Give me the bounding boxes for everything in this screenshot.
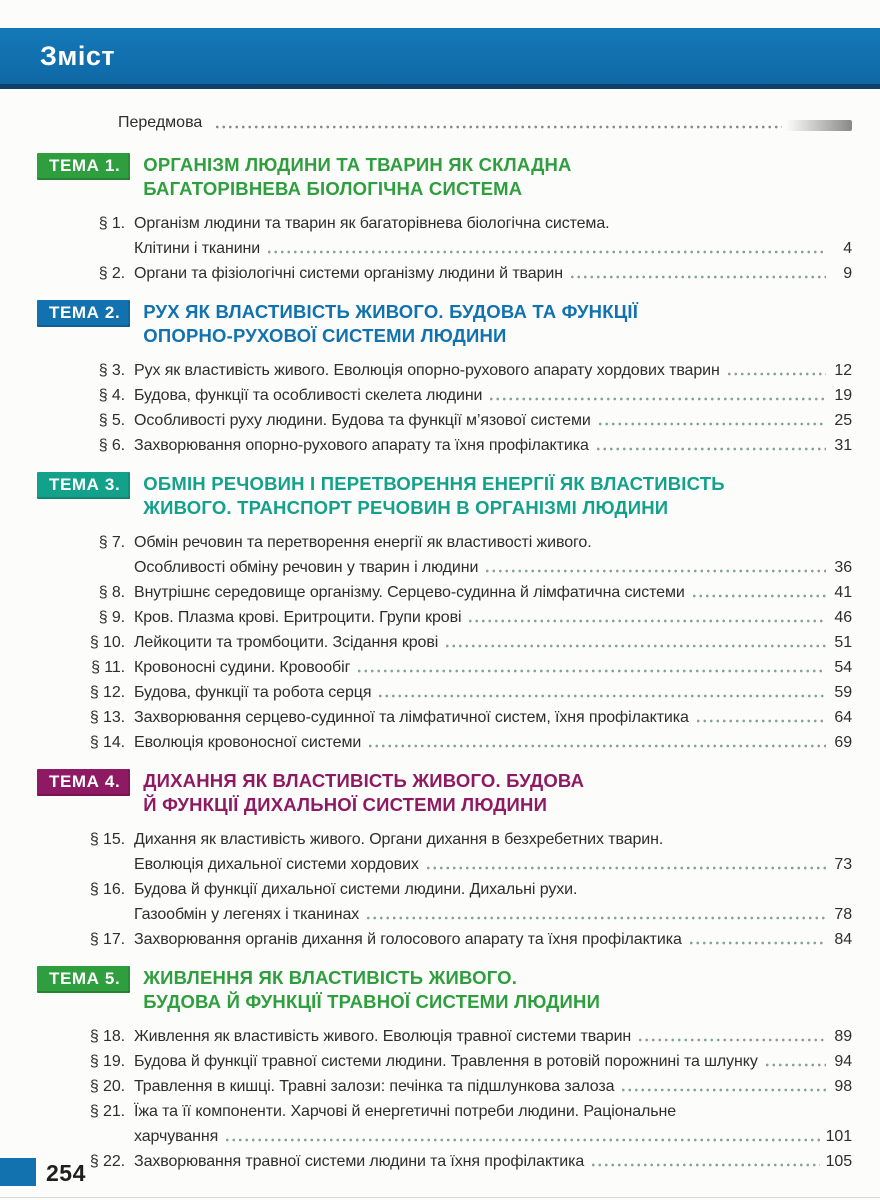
entry-text: Особливості обміну речовин у тварин і людини: [134, 559, 479, 576]
theme-block: [37, 153, 852, 286]
entry-number: § 11.: [91, 659, 125, 676]
entry-number: § 1.: [98, 215, 125, 232]
leader-dots: [484, 568, 826, 573]
theme-title: [143, 153, 571, 201]
entry-text: Організм людини та тварин як багаторівнева біологічна система.: [134, 215, 610, 232]
entry-page-number: 46: [834, 609, 852, 626]
toc-entry-line: [85, 730, 852, 755]
toc-entry-line: [85, 236, 852, 261]
leader-dots: [367, 743, 826, 748]
entry-text: Будова й функції дихальної системи людини. Дихальні рухи.: [134, 881, 578, 898]
entry-text: Будова й функції травної системи людини. Травлення в ротовій порожнині та шлунку: [134, 1053, 758, 1070]
leader-dots: [688, 940, 826, 945]
entry-page-number: 9: [843, 265, 852, 282]
toc-entry-line: [85, 261, 852, 286]
entries-list: [85, 211, 852, 286]
entry-text: Кровоносні судини. Кровообіг: [134, 659, 351, 676]
entry-page-number: 98: [834, 1078, 852, 1095]
theme-block: [37, 769, 852, 952]
scan-smudge: [786, 120, 852, 131]
entry-number: § 21.: [89, 1103, 125, 1120]
entry-text: Еволюція кровоносної системи: [134, 734, 362, 751]
entry-text: Клітини і тканини: [134, 240, 261, 257]
theme-header: [37, 300, 852, 348]
leader-dots: [356, 668, 826, 673]
toc-entry-line: [85, 1024, 852, 1049]
entry-text: Будова, функції та робота серця: [134, 684, 372, 701]
theme-label: ТЕМА 4.: [37, 769, 130, 796]
leader-dots: [726, 371, 826, 376]
entry-page-number: 101: [825, 1128, 852, 1145]
entry-text: Особливості руху людини. Будова та функції м’язової системи: [134, 412, 591, 429]
toc-entry-line: [85, 1099, 852, 1124]
toc-entry-line: [85, 408, 852, 433]
leader-dots: [266, 249, 826, 254]
entry-page-number: 78: [834, 906, 852, 923]
leader-dots: [695, 718, 826, 723]
toc-entry-line: [85, 827, 852, 852]
entry-text: Їжа та її компоненти. Харчові й енергетичні потреби людини. Раціональне: [134, 1103, 677, 1120]
footer-page-marker: [0, 1158, 36, 1186]
leader-dots: [691, 593, 826, 598]
entry-text: Захворювання серцево-судинної та лімфатичної систем, їхня профілактика: [134, 709, 689, 726]
entry-number: § 9.: [98, 609, 125, 626]
leader-dots: [637, 1037, 826, 1042]
entry-number: § 2.: [98, 265, 125, 282]
leader-dots: [444, 643, 826, 648]
entry-number: § 19.: [89, 1053, 125, 1070]
toc-entry-line: [85, 902, 852, 927]
entry-page-number: 36: [834, 559, 852, 576]
theme-title-line: Й ФУНКЦІЇ ДИХАЛЬНОЇ СИСТЕМИ ЛЮДИНИ: [143, 794, 548, 815]
entry-number: § 22.: [89, 1153, 125, 1170]
entry-number: § 10.: [89, 634, 125, 651]
toc-entry-line: [85, 852, 852, 877]
entry-text: Органи та фізіологічні системи організму людини й тварин: [134, 265, 563, 282]
theme-title-line: ОПОРНО-РУХОВОЇ СИСТЕМИ ЛЮДИНИ: [143, 325, 507, 346]
entry-number: § 4.: [98, 387, 125, 404]
theme-header: [37, 472, 852, 520]
theme-title-line: БАГАТОРІВНЕВА БІОЛОГІЧНА СИСТЕМА: [143, 178, 523, 199]
entry-number: § 7.: [98, 534, 125, 551]
entry-text: Лейкоцити та тромбоцити. Зсідання крові: [134, 634, 439, 651]
entry-number: § 14.: [89, 734, 125, 751]
entry-number: § 16.: [89, 881, 125, 898]
theme-block: [37, 966, 852, 1174]
toc-entry-line: [85, 1049, 852, 1074]
toc-entry-line: [85, 1124, 852, 1149]
toc-entry-line: [85, 630, 852, 655]
entry-number: § 18.: [89, 1028, 125, 1045]
entry-number: § 8.: [98, 584, 125, 601]
entry-text: Живлення як властивість живого. Еволюція травної системи тварин: [134, 1028, 632, 1045]
theme-title: [143, 472, 724, 520]
entry-page-number: 41: [834, 584, 852, 601]
entry-number: § 6.: [98, 437, 125, 454]
entry-text: Рух як властивість живого. Еволюція опорно-рухового апарату хордових тварин: [134, 362, 720, 379]
theme-header: [37, 769, 852, 817]
leader-dots: [214, 124, 782, 129]
entry-text: Будова, функції та особливості скелета людини: [134, 387, 483, 404]
toc-entry-line: [85, 555, 852, 580]
entry-page-number: 19: [834, 387, 852, 404]
theme-block: [37, 300, 852, 458]
toc-entry-line: [85, 655, 852, 680]
theme-title-line: ЖИВЛЕННЯ ЯК ВЛАСТИВІСТЬ ЖИВОГО.: [143, 967, 518, 988]
theme-label: ТЕМА 5.: [37, 966, 130, 993]
entry-text: Газообмін у легенях і тканинах: [134, 906, 360, 923]
header-bar: [0, 28, 880, 89]
entry-page-number: 89: [834, 1028, 852, 1045]
toc-entry-line: [85, 877, 852, 902]
entry-page-number: 54: [834, 659, 852, 676]
entries-list: [85, 358, 852, 458]
theme-label: ТЕМА 2.: [37, 300, 130, 327]
toc-entry-line: [85, 1074, 852, 1099]
entry-number: § 20.: [89, 1078, 125, 1095]
entry-page-number: 51: [834, 634, 852, 651]
toc-entry-line: [85, 383, 852, 408]
entry-text: Захворювання травної системи людини та їхня профілактика: [134, 1153, 585, 1170]
entry-number: § 5.: [98, 412, 125, 429]
entry-number: § 3.: [98, 362, 125, 379]
entry-text: Обмін речовин та перетворення енергії як властивості живого.: [134, 534, 592, 551]
leader-dots: [620, 1087, 826, 1092]
entry-text: Захворювання опорно-рухового апарату та їхня профілактика: [134, 437, 589, 454]
theme-label: ТЕМА 3.: [37, 472, 130, 499]
theme-title: [143, 769, 584, 817]
themes-list: [0, 153, 880, 1174]
entry-text: Внутрішнє середовище організму. Серцево-судинна й лімфатична системи: [134, 584, 685, 601]
leader-dots: [569, 274, 826, 279]
entry-text: Травлення в кишці. Травні залози: печінка та підшлункова залоза: [134, 1078, 615, 1095]
entries-list: [85, 827, 852, 952]
entry-text: харчування: [134, 1128, 219, 1145]
entry-page-number: 31: [834, 437, 852, 454]
theme-header: [37, 153, 852, 201]
leader-dots: [467, 618, 826, 623]
toc-entry-line: [85, 680, 852, 705]
entry-text: Захворювання органів дихання й голосового апарату та їхня профілактика: [134, 931, 682, 948]
leader-dots: [595, 446, 826, 451]
theme-title-line: ДИХАННЯ ЯК ВЛАСТИВІСТЬ ЖИВОГО. БУДОВА: [143, 770, 585, 791]
entry-page-number: 94: [834, 1053, 852, 1070]
leader-dots: [590, 1162, 819, 1167]
leader-dots: [365, 915, 826, 920]
theme-title-line: ОБМІН РЕЧОВИН І ПЕРЕТВОРЕННЯ ЕНЕРГІЇ ЯК ВЛАСТИВІСТЬ: [143, 473, 725, 494]
theme-header: [37, 966, 852, 1014]
entry-page-number: 4: [843, 240, 852, 257]
entries-list: [85, 530, 852, 755]
entry-number: § 13.: [89, 709, 125, 726]
theme-title-line: ОРГАНІЗМ ЛЮДИНИ ТА ТВАРИН ЯК СКЛАДНА: [143, 154, 572, 175]
entry-page-number: 69: [834, 734, 852, 751]
preface-label: Передмова: [118, 114, 203, 131]
page-title: Зміст: [40, 40, 116, 71]
preface-row: [118, 113, 852, 133]
entry-number: § 15.: [89, 831, 125, 848]
entry-page-number: 73: [834, 856, 852, 873]
entries-list: [85, 1024, 852, 1174]
toc-entry-line: [85, 580, 852, 605]
leader-dots: [425, 865, 826, 870]
entry-text: Дихання як властивість живого. Органи дихання в безхребетних тварин.: [134, 831, 664, 848]
toc-entry-line: [85, 433, 852, 458]
entry-page-number: 59: [834, 684, 852, 701]
entry-number: § 12.: [89, 684, 125, 701]
leader-dots: [597, 421, 826, 426]
leader-dots: [764, 1062, 826, 1067]
toc-entry-line: [85, 605, 852, 630]
theme-block: [37, 472, 852, 755]
theme-label: ТЕМА 1.: [37, 153, 130, 180]
entry-page-number: 84: [834, 931, 852, 948]
toc-entry-line: [85, 1149, 852, 1174]
toc-entry-line: [85, 705, 852, 730]
entry-page-number: 64: [834, 709, 852, 726]
leader-dots: [377, 693, 826, 698]
theme-title-line: ЖИВОГО. ТРАНСПОРТ РЕЧОВИН В ОРГАНІЗМІ ЛЮДИНИ: [143, 497, 669, 518]
entry-number: § 17.: [89, 931, 125, 948]
toc-entry-line: [85, 927, 852, 952]
theme-title-line: РУХ ЯК ВЛАСТИВІСТЬ ЖИВОГО. БУДОВА ТА ФУНКЦІЇ: [143, 301, 639, 322]
page-bottom-edge: [0, 1197, 880, 1198]
entry-page-number: 25: [834, 412, 852, 429]
entry-page-number: 12: [834, 362, 852, 379]
toc-entry-line: [85, 530, 852, 555]
theme-title: [143, 300, 638, 348]
footer-page-number: 254: [46, 1160, 86, 1186]
leader-dots: [224, 1137, 819, 1142]
toc-entry-line: [85, 211, 852, 236]
entry-page-number: 105: [825, 1153, 852, 1170]
theme-title-line: БУДОВА Й ФУНКЦІЇ ТРАВНОЇ СИСТЕМИ ЛЮДИНИ: [143, 991, 601, 1012]
entry-text: Кров. Плазма крові. Еритроцити. Групи крові: [134, 609, 462, 626]
leader-dots: [488, 396, 826, 401]
entry-text: Еволюція дихальної системи хордових: [134, 856, 419, 873]
toc-entry-line: [85, 358, 852, 383]
theme-title: [143, 966, 600, 1014]
